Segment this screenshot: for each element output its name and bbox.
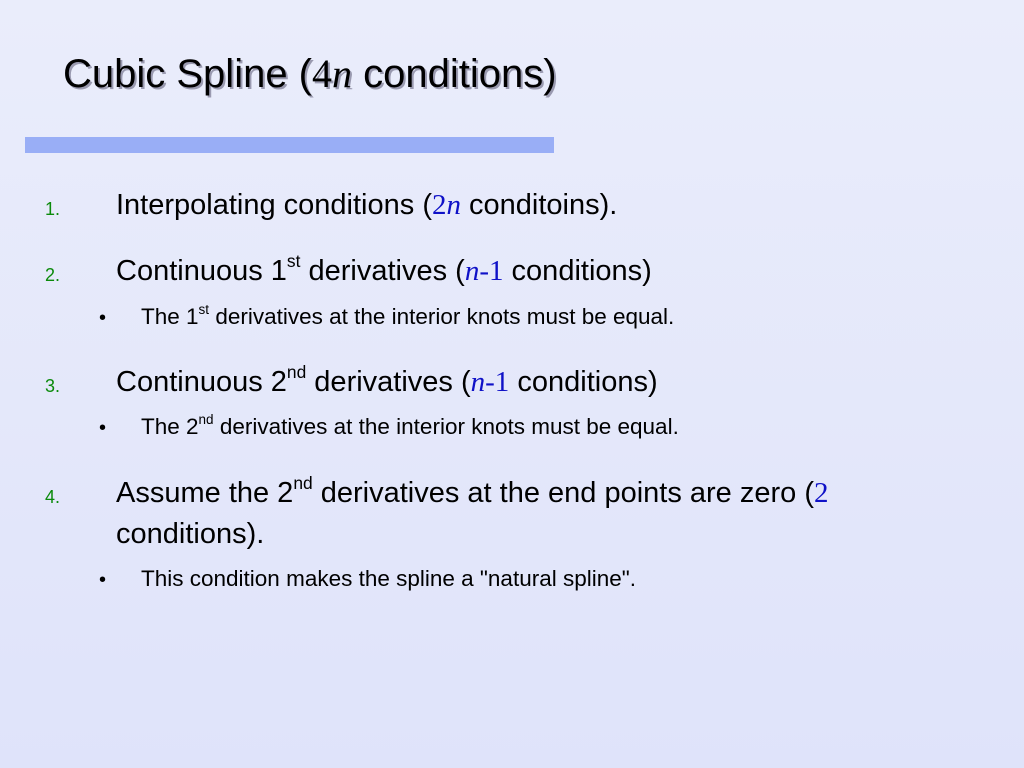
item-2-text-end: conditions) [503,255,652,287]
item-4-text [116,473,829,513]
title-underline-bar [25,137,554,153]
title-text-end: conditions) [352,52,557,96]
item-number-1: 1. [45,199,61,219]
item-3-superscript: nd [286,361,307,382]
item-1-math-variable: n [446,189,461,221]
item-4-math-number: 2 [814,477,829,509]
item-2-math-rest: -1 [479,255,504,287]
slide-title [63,48,557,100]
item-2-math-variable: n [464,255,480,287]
item-3-text-end: conditions) [509,366,658,398]
item-2-sub-bullet: • [99,307,107,329]
title-math-variable: n [332,51,353,96]
item-3-text [116,362,658,402]
item-2-sub-text [141,303,674,331]
item-3-sub-text [141,413,679,441]
item-2-text-part: Continuous 1 [116,255,287,287]
item-number-2: 2. [45,265,61,285]
item-4-text-line2: conditions). [116,518,265,550]
item-4-sub-bullet: • [99,569,107,591]
item-2-text [116,251,652,291]
item-4-text-part: Assume the 2 [116,477,294,509]
item-2-text-mid: derivatives ( [300,255,465,287]
item-3-sub-superscript: nd [198,411,214,427]
item-4-sub-text: This condition makes the spline a "natural spline". [141,566,636,591]
item-2-sub-text-part: The 1 [141,304,199,329]
item-2-math [465,255,504,287]
item-number-3: 3. [45,376,61,396]
item-1-text [116,185,617,225]
item-2-sub-text-end: derivatives at the interior knots must be equal. [209,304,675,329]
item-4-text-mid: derivatives at the end points are zero ( [312,477,814,509]
item-3-text-mid: derivatives ( [306,366,471,398]
title-text: Cubic Spline ( [63,52,313,96]
item-1-text-part: Interpolating conditions ( [116,189,432,221]
item-3-text-part: Continuous 2 [116,366,287,398]
item-2-sub-superscript: st [198,301,210,317]
item-3-sub-text-part: The 2 [141,414,199,439]
item-3-math-rest: -1 [485,366,510,398]
item-3-math-variable: n [470,366,486,398]
item-3-sub-bullet: • [99,417,107,439]
item-3-math [471,366,510,398]
title-math-number: 4 [312,51,333,96]
item-1-math-number: 2 [431,189,447,221]
item-1-math [432,189,461,221]
item-4-superscript: nd [293,472,313,493]
item-2-superscript: st [286,250,301,271]
item-1-text-end: conditoins). [460,189,618,221]
item-3-sub-text-end: derivatives at the interior knots must be equal. [213,414,679,439]
item-number-4: 4. [45,487,61,507]
